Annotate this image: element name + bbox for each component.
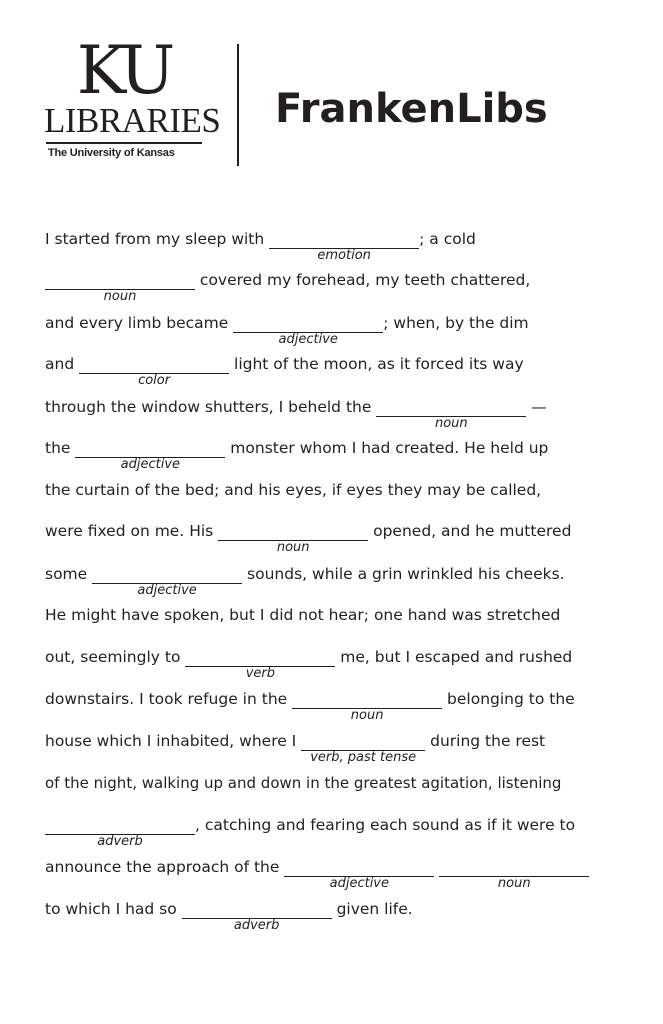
- logo-ku: KU: [76, 32, 172, 109]
- story-line: [45, 397, 547, 431]
- fill-in-blank[interactable]: [182, 899, 332, 933]
- fill-in-blank[interactable]: [218, 521, 368, 555]
- fill-in-blank[interactable]: [301, 731, 425, 765]
- story-text: light of the moon, as it forced its way: [229, 355, 524, 373]
- fill-in-blank[interactable]: [292, 689, 442, 723]
- fill-in-blank[interactable]: [45, 270, 195, 304]
- story-text: I started from my sleep with: [45, 230, 270, 248]
- story-text: given life.: [331, 900, 413, 918]
- story-text: covered my forehead, my teeth chattered,: [195, 271, 531, 289]
- blank-hint: noun: [103, 289, 137, 304]
- story-line: [45, 773, 561, 793]
- story-line: [45, 313, 529, 347]
- story-text: sounds, while a grin wrinkled his cheeks.: [242, 565, 565, 583]
- blank-hint: adjective: [137, 583, 197, 598]
- fill-in-blank[interactable]: [284, 857, 434, 891]
- blank-hint: adjective: [278, 332, 338, 347]
- blank-hint: noun: [434, 416, 468, 431]
- story-text: and: [45, 355, 80, 373]
- blank-hint: emotion: [317, 248, 371, 263]
- story-text: some: [45, 565, 93, 583]
- fill-in-blank[interactable]: [439, 857, 589, 891]
- fill-in-blank[interactable]: [185, 647, 335, 681]
- story-line: [45, 605, 560, 625]
- story-text: house which I inhabited, where I: [45, 732, 302, 750]
- story-line: [45, 564, 565, 598]
- story-text: to which I had so: [45, 900, 182, 918]
- fill-in-blank[interactable]: [233, 313, 383, 347]
- blank-hint: noun: [276, 540, 310, 555]
- story-text: the: [45, 439, 76, 457]
- story-text: out, seemingly to: [45, 648, 186, 666]
- story-text: through the window shutters, I beheld the: [45, 398, 377, 416]
- blank-hint: verb, past tense: [310, 750, 417, 765]
- blank-hint: adjective: [329, 876, 390, 891]
- fill-in-blank[interactable]: [376, 397, 526, 431]
- blank-hint: noun: [350, 708, 384, 723]
- logo-libraries: LIBRARIES: [44, 101, 221, 140]
- story-line: [45, 480, 541, 500]
- logo-university: The University of Kansas: [48, 147, 175, 159]
- blank-hint: adverb: [233, 918, 280, 933]
- story-line: [45, 857, 589, 891]
- page-title: FrankenLibs: [275, 86, 548, 132]
- story-text: He might have spoken, but I did not hear; one hand was stretched: [45, 606, 561, 624]
- fill-in-blank[interactable]: [79, 354, 229, 388]
- story-text: and every limb became: [45, 314, 234, 332]
- story-text: monster whom I had created. He held up: [225, 439, 549, 457]
- story-text: belonging to the: [442, 690, 575, 708]
- story-text: —: [526, 398, 547, 416]
- blank-hint: noun: [497, 876, 531, 891]
- story-text: ; when, by the dim: [383, 314, 529, 332]
- story-line: [45, 647, 573, 681]
- story-line: [45, 270, 531, 304]
- story-line: [45, 731, 546, 765]
- story-text: opened, and he muttered: [368, 522, 572, 540]
- fill-in-blank[interactable]: [92, 564, 242, 598]
- blank-hint: adverb: [97, 834, 143, 849]
- story-text: were fixed on me. His: [45, 522, 219, 540]
- story-text: during the rest: [425, 732, 546, 750]
- story-text: , catching and fearing each sound as if it were to: [195, 816, 576, 834]
- story-line: [45, 438, 549, 472]
- blank-hint: color: [138, 373, 171, 388]
- story-line: [45, 815, 576, 849]
- fill-in-blank[interactable]: [75, 438, 225, 472]
- story-line: [45, 521, 572, 555]
- story-line: [45, 899, 413, 933]
- fill-in-blank[interactable]: [269, 229, 419, 263]
- story-text: ; a cold: [419, 230, 476, 248]
- story-text: of the night, walking up and down in the greatest agitation, listening: [45, 774, 562, 792]
- story-text: downstairs. I took refuge in the: [45, 690, 293, 708]
- story-text: the curtain of the bed; and his eyes, if eyes they may be called,: [45, 481, 542, 499]
- story-text: announce the approach of the: [45, 858, 285, 876]
- story-line: [45, 229, 476, 263]
- story-text: me, but I escaped and rushed: [335, 648, 573, 666]
- blank-hint: verb: [245, 666, 275, 681]
- story-line: [45, 689, 575, 723]
- fill-in-blank[interactable]: [45, 815, 195, 849]
- story-line: [45, 354, 524, 388]
- blank-hint: adjective: [120, 457, 181, 472]
